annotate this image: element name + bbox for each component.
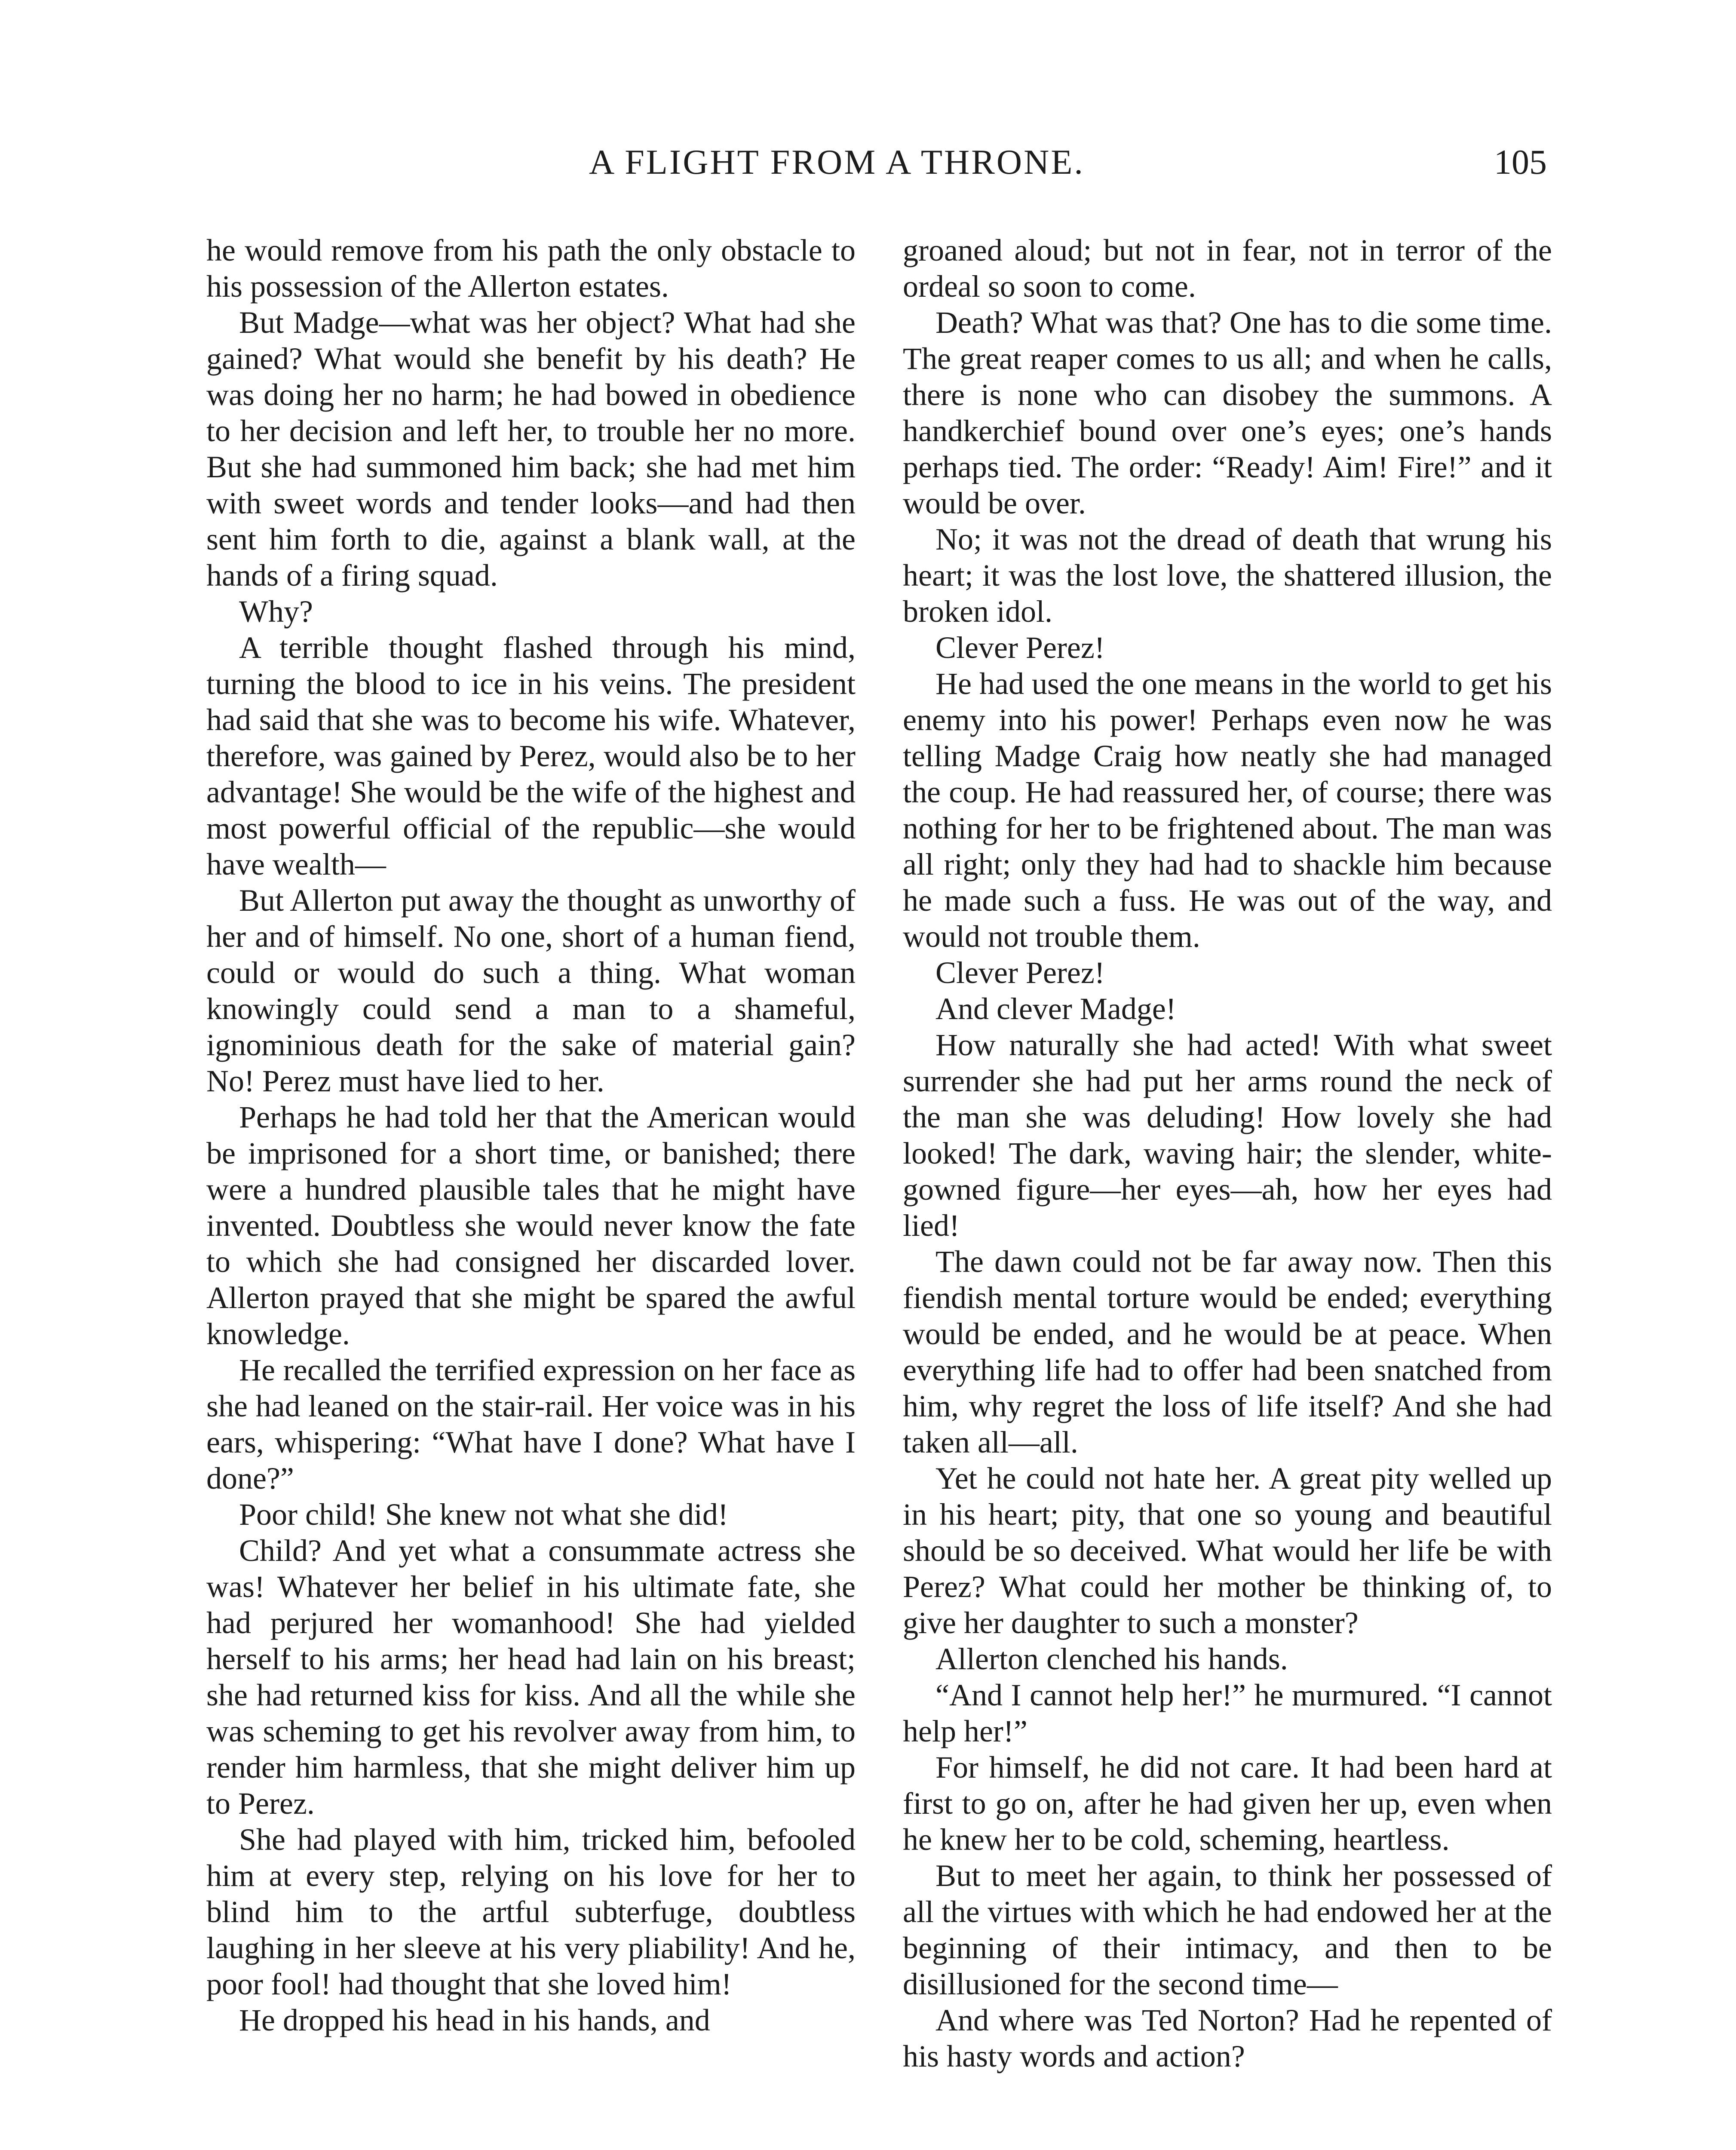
paragraph: Poor child! She knew not what she did! bbox=[239, 1497, 728, 1532]
left-column bbox=[206, 232, 856, 2038]
paragraph: For himself, he did not care. It had been hard at first to go on, after he had given her up, even when he knew her to be cold, scheming, heartless. bbox=[903, 1750, 1552, 1857]
paragraph: But Madge—what was her object? What had she gained? What would she benefit by his death? He was doing her no harm; he had bowed in obedience to her decision and left her, to trouble her no more. But she had summoned him back; she had met him with sweet words and tender looks—and had then sent him forth to die, against a blank wall, at the hands of a firing squad. bbox=[206, 305, 856, 593]
paragraph: Perhaps he had told her that the American would be imprisoned for a short time, or banished; there were a hundred plausible tales that he might have invented. Doubtless she would never know the fate to which she had consigned her discarded lover. Allerton prayed that she might be spared the awful knowledge. bbox=[206, 1100, 856, 1351]
paragraph: Clever Perez! bbox=[935, 955, 1105, 990]
paragraph: And where was Ted Norton? Had he repented of his hasty words and action? bbox=[903, 2003, 1552, 2073]
paragraph: But Allerton put away the thought as unworthy of her and of himself. No one, short of a human fiend, could or would do such a thing. What woman knowingly could send a man to a shameful, ignominious death for the sake of material gain? No! Perez must have lied to her. bbox=[206, 883, 856, 1098]
paragraph: She had played with him, tricked him, befooled him at every step, relying on his love for her to blind him to the artful subterfuge, doubtless laughing in her sleeve at his very pliability! And he, poor fool! had thought that she loved him! bbox=[206, 1822, 856, 2001]
paragraph: Clever Perez! bbox=[935, 630, 1105, 665]
paragraph: Why? bbox=[239, 594, 313, 629]
paragraph: A terrible thought flashed through his mind, turning the blood to ice in his veins. The president had said that she was to become his wife. Whatever, therefore, was gained by Perez, would also be to her advantage! She would be the wife of the highest and most powerful official of the republic—she would have wealth— bbox=[206, 630, 856, 882]
paragraph: He dropped his head in his hands, and bbox=[239, 2003, 710, 2037]
paragraph: Death? What was that? One has to die some time. The great reaper comes to us all; and when he calls, there is none who can disobey the summons. A handkerchief bound over one’s eyes; one’s hands perhaps tied. The order: “Ready! Aim! Fire!” and it would be over. bbox=[903, 305, 1552, 520]
running-title: A FLIGHT FROM A THRONE. bbox=[589, 142, 1085, 181]
paragraph: groaned aloud; but not in fear, not in terror of the ordeal so soon to come. bbox=[903, 233, 1552, 304]
paragraph: But to meet her again, to think her possessed of all the virtues with which he had endowed her at the beginning of their intimacy, and then to be disillusioned for the second time— bbox=[903, 1858, 1552, 2001]
paragraph: Yet he could not hate her. A great pity welled up in his heart; pity, that one so young and beautiful should be so deceived. What would her life be with Perez? What could her mother be thinking of, to give her daughter to such a monster? bbox=[903, 1461, 1552, 1640]
paragraph: he would remove from his path the only obstacle to his possession of the Allerton estates. bbox=[206, 233, 856, 304]
paragraph: Child? And yet what a consummate actress she was! Whatever her belief in his ultimate fate, she had perjured her womanhood! She had yielded herself to his arms; her head had lain on his breast; she had returned kiss for kiss. And all the while she was scheming to get his revolver away from him, to render him harmless, that she might deliver him up to Perez. bbox=[206, 1533, 856, 1821]
page-number: 105 bbox=[1494, 142, 1547, 181]
paragraph: How naturally she had acted! With what sweet surrender she had put her arms round the neck of the man she was deluding! How lovely she had looked! The dark, waving hair; the slender, white-gowned figure—her eyes—ah, how her eyes had lied! bbox=[903, 1028, 1552, 1243]
paragraph: No; it was not the dread of death that wrung his heart; it was the lost love, the shattered illusion, the broken idol. bbox=[903, 522, 1552, 629]
paragraph: “And I cannot help her!” he murmured. “I cannot help her!” bbox=[903, 1678, 1552, 1748]
paragraph: And clever Madge! bbox=[935, 992, 1176, 1026]
paragraph: The dawn could not be far away now. Then this fiendish mental torture would be ended; everything would be ended, and he would be at peace. When everything life had to offer had been snatched from him, why regret the loss of life itself? And she had taken all—all. bbox=[903, 1244, 1552, 1459]
right-column bbox=[903, 232, 1552, 2074]
paragraph: He had used the one means in the world to get his enemy into his power! Perhaps even now he was telling Madge Craig how neatly she had managed the coup. He had reassured her, of course; there was nothing for her to be frightened about. The man was all right; only they had had to shackle him because he made such a fuss. He was out of the way, and would not trouble them. bbox=[903, 666, 1552, 954]
paragraph: Allerton clenched his hands. bbox=[935, 1642, 1288, 1676]
paragraph: He recalled the terrified expression on her face as she had leaned on the stair-rail. Her voice was in his ears, whispering: “What have I done? What have I done?” bbox=[206, 1353, 856, 1496]
